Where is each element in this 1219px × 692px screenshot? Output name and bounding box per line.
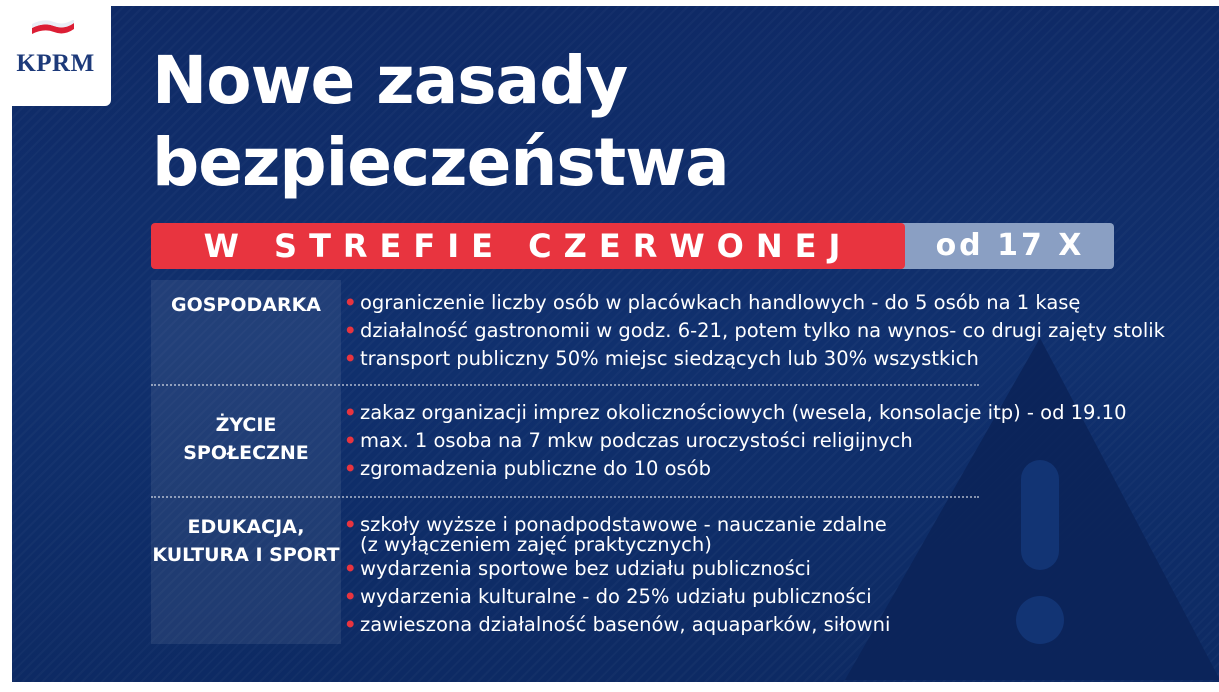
list-item: • wydarzenia sportowe bez udziału publiczności — [341, 555, 890, 583]
top-border — [0, 0, 1219, 6]
list-item: • szkoły wyższe i ponadpodstawowe - nauczanie zdalne (z wyłączeniem zajęć praktycznych) — [344, 513, 887, 556]
list-item: • zgromadzenia publiczne do 10 osób — [341, 455, 1126, 483]
kprm-logo — [0, 0, 111, 106]
category-label: ŻYCIE SPOŁECZNE — [183, 414, 309, 464]
list-item: • zawieszona działalność basenów, aquaparków, siłowni — [341, 611, 890, 639]
title-line-1: Nowe zasady — [152, 42, 628, 119]
page-title — [152, 40, 729, 204]
list-item: • zakaz organizacji imprez okolicznościowych (wesela, konsolacje itp) - od 19.10 — [341, 399, 1126, 427]
list-item: • max. 1 osoba na 7 mkw podczas uroczystości religijnych — [341, 427, 1126, 455]
item-list — [341, 289, 1165, 373]
bullet-icon: • — [344, 585, 357, 608]
zone-label: W STREFIE CZERWONEJ — [203, 227, 853, 265]
category-label: GOSPODARKA — [170, 294, 322, 316]
bullet-icon: • — [344, 613, 357, 636]
list-item: • działalność gastronomii w godz. 6-21, potem tylko na wynos- co drugi zajęty stolik — [341, 317, 1165, 345]
list-item: • ograniczenie liczby osób w placówkach handlowych - do 5 osób na 1 kasę — [341, 289, 1165, 317]
bullet-icon: • — [344, 557, 357, 580]
bullet-icon: • — [344, 457, 357, 480]
list-item: • transport publiczny 50% miejsc siedzących lub 30% wszystkich — [341, 345, 1165, 373]
bullet-icon: • — [344, 513, 357, 536]
list-item: • wydarzenia kulturalne - do 25% udziału publiczności — [341, 583, 890, 611]
bottom-border — [0, 682, 1219, 692]
bullet-icon: • — [344, 429, 357, 452]
bullet-icon: • — [344, 347, 357, 370]
bullet-icon: • — [344, 291, 357, 314]
item-list — [341, 511, 890, 639]
bullet-icon: • — [344, 401, 357, 424]
bullet-icon: • — [344, 319, 357, 342]
section-divider — [151, 496, 979, 498]
section-divider — [151, 384, 979, 386]
date-label: od 17 X — [935, 228, 1085, 263]
category-label: EDUKACJA, KULTURA I SPORT — [152, 516, 340, 566]
logo-text: KPRM — [16, 50, 95, 77]
flag-icon — [30, 20, 76, 42]
item-list — [341, 399, 1126, 483]
title-line-2: bezpieczeństwa — [152, 124, 729, 201]
